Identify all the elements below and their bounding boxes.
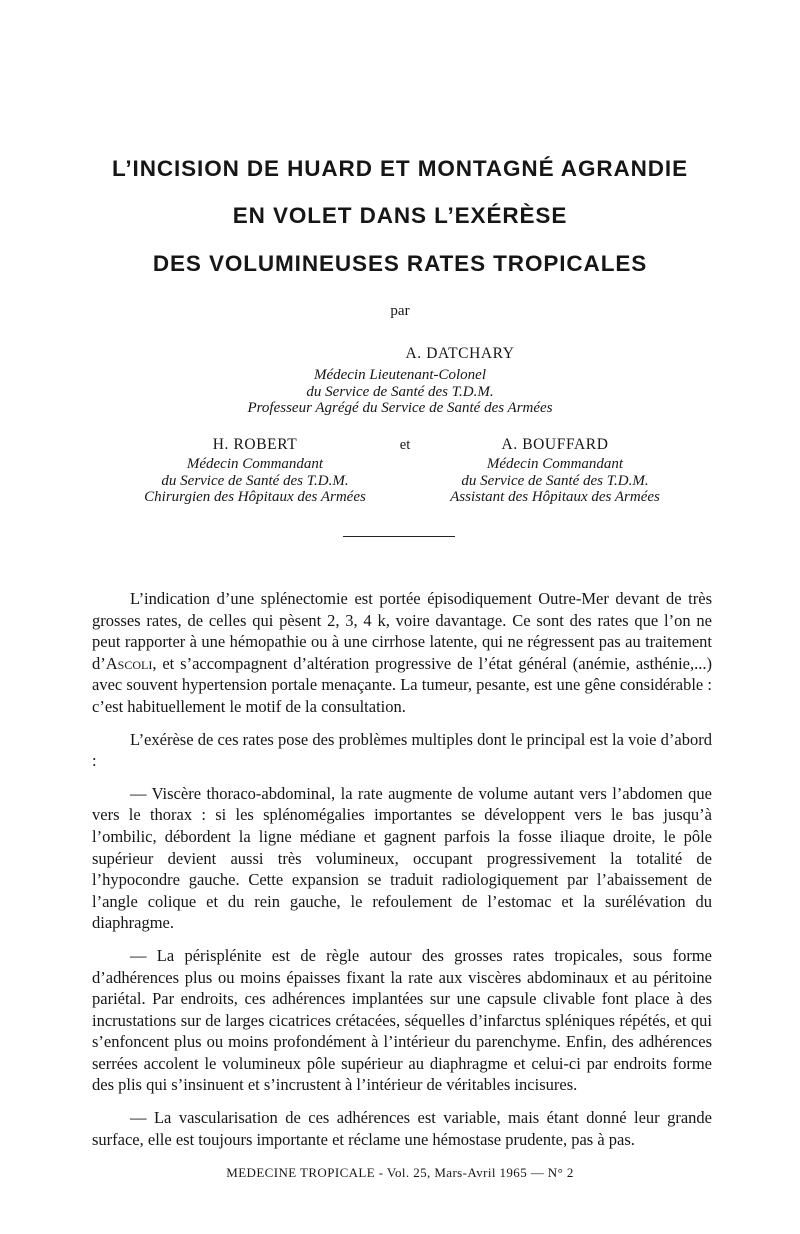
conjunction: et — [399, 437, 411, 453]
paragraph-5: — La vascularisation de ces adhérences est variable, mais étant donné leur grande surface, elle est toujours importante et réclame une hémostase prudente, pas à pas. — [92, 1108, 712, 1149]
paragraph-1-text-a: L’indication d’une splénectomie est portée épisodiquement Outre-Mer devant de très grosses rates, de celles qui pèsent 2, 3, 4 k, voire davantage. Ce sont des rates que l’on ne peut rapporter à une hémopathie ou à une cirrhose latente, qui ne régressent pas au traitement d’ — [92, 589, 712, 673]
paragraph-2: L’exérèse de ces rates pose des problèmes multiples dont le principal est la voie d’abord : — [92, 729, 712, 771]
article-body — [92, 588, 712, 1161]
cited-author-name: Ascoli — [105, 653, 153, 673]
author-left-name: H. ROBERT — [212, 436, 298, 453]
affiliation-line: du Service de Santé des T.D.M. — [306, 383, 494, 400]
journal-footer: MEDECINE TROPICALE - Vol. 25, Mars-Avril 1965 — N° 2 — [226, 1165, 574, 1180]
separator-rule — [343, 536, 455, 537]
author-right-block — [430, 434, 680, 506]
paragraph-4: — La périsplénite est de règle autour des grosses rates tropicales, sous forme d’adhérences plus ou moins épaisses fixant la rate aux viscères abdominaux et au péritoine pariétal. Par endroits, ces adhérences implantées sur une capsule clivable font place à des incrustations sur de larges cicatrices crétacées, séquelles d’infarctus spléniques répétés, et qui s’enfoncent plus ou moins profondément à l’intérieur du parenchyme. Enfin, des adhérences serrées accolent le volumineux pôle supérieur au diaphragme et celui-ci par endroits forme des plis qui s’insinuent et s’incrustent à l’intérieur de véritables incisures. — [92, 945, 712, 1095]
paragraph-3: — Viscère thoraco-abdominal, la rate augmente de volume autant vers l’abdomen que vers le thorax : si les splénomégalies importantes se développent vers le bas jusqu’à l’ombilic, débordent la ligne médiane et gagnent parfois la fosse iliaque droite, le pôle supérieur devient aussi très volumineux, occupant progressivement la totalité de l’hypocondre gauche. Cette expansion se traduit radiologiquement par l’abaissement de l’angle colique et du rein gauche, le refoulement de l’estomac et la surélévation du diaphragme. — [92, 783, 712, 933]
affiliation-line: Médecin Commandant — [186, 456, 324, 472]
affiliation-line: Assistant des Hôpitaux des Armées — [450, 489, 660, 505]
author-left-block — [130, 434, 380, 506]
author-main-name: A. DATCHARY — [405, 345, 515, 362]
affiliation-line: Médecin Commandant — [486, 456, 624, 472]
author-main-block — [340, 343, 580, 365]
author-right-name: A. BOUFFARD — [501, 436, 609, 453]
affiliation-line: du Service de Santé des T.D.M. — [161, 472, 349, 489]
affiliation-line: Professeur Agrégé du Service de Santé des Armées — [247, 400, 553, 416]
title-line-3: DES VOLUMINEUSES RATES TROPICALES — [152, 251, 648, 276]
affiliation-line: Médecin Lieutenant-Colonel — [313, 367, 487, 383]
affiliation-line: du Service de Santé des T.D.M. — [461, 472, 649, 489]
title-line-1: L’INCISION DE HUARD ET MONTAGNÉ AGRANDIE — [111, 156, 688, 181]
author-main-affiliation — [0, 367, 800, 417]
title-line-2: EN VOLET DANS L’EXÉRÈSE — [232, 203, 568, 228]
paragraph-1-text-b: , et s’accompagnent d’altération progressive de l’état général (anémie, asthénie,...) avec souvent hypertension portale menaçante. La tumeur, pesante, est une gêne considérable : c’est habituellement le motif de la consultation. — [92, 653, 712, 716]
by-label: par — [390, 303, 410, 319]
paragraph-1 — [92, 588, 712, 718]
affiliation-line: Chirurgien des Hôpitaux des Armées — [144, 489, 366, 505]
